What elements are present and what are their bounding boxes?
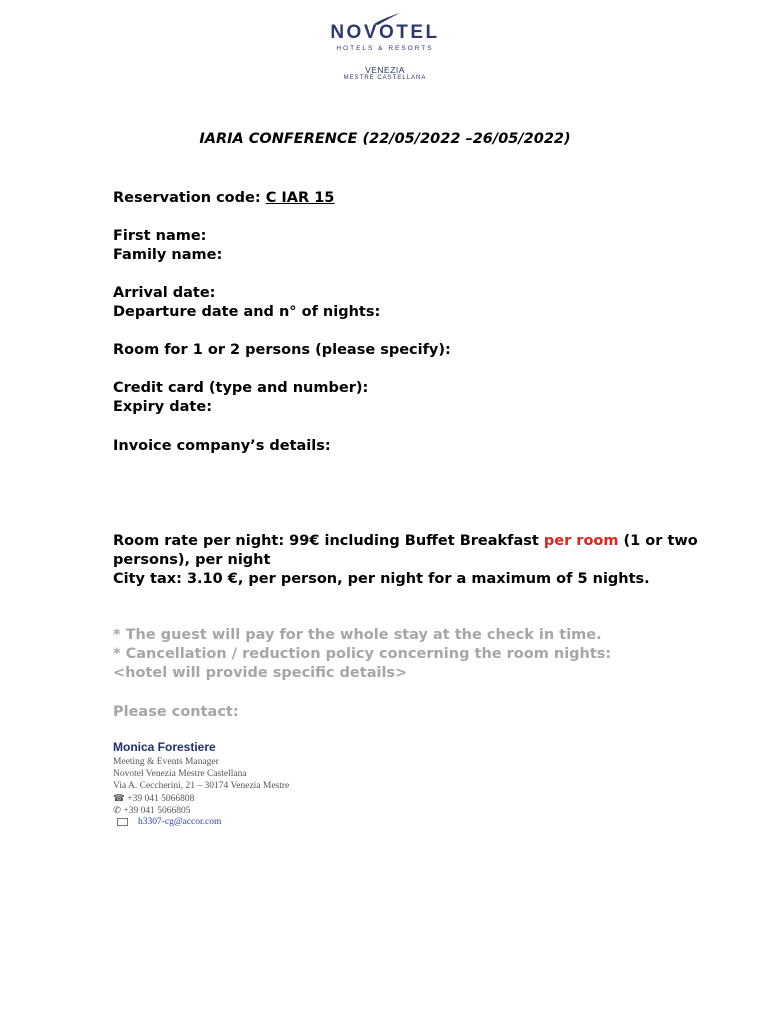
cancellation-note: * Cancellation / reduction policy concerning the room nights: (113, 646, 612, 662)
room-rate-text-end: (1 or two (618, 533, 698, 549)
hotel-logo (0, 8, 770, 81)
contact-name: Monica Forestiere (113, 740, 216, 754)
first-name-label: First name: (113, 228, 207, 244)
phone-icon: ☎ (113, 794, 125, 804)
fax-number: +39 041 5066805 (123, 806, 191, 816)
expiry-date-label: Expiry date: (113, 399, 212, 415)
logo-area: MESTRE CASTELLANA (343, 75, 427, 81)
envelope-icon (117, 818, 128, 826)
arrival-date-label: Arrival date: (113, 285, 216, 301)
per-room-highlight: per room (543, 533, 619, 549)
city-tax-line: City tax: 3.10 €, per person, per night for a maximum of 5 nights. (113, 571, 650, 587)
page-title: IARIA CONFERENCE (22/05/2022 –26/05/2022) (199, 131, 571, 147)
room-rate-text: Room rate per night: 99€ including Buffet Breakfast (113, 533, 544, 549)
room-persons-label: Room for 1 or 2 persons (please specify): (113, 342, 451, 358)
reservation-code-line (113, 190, 334, 206)
please-contact-label: Please contact: (113, 704, 239, 720)
logo-city: VENEZIA (365, 65, 405, 75)
family-name-label: Family name: (113, 247, 223, 263)
logo-brand-text: NOVOTEL (330, 22, 440, 43)
contact-email (113, 817, 221, 827)
fax-icon: ✆ (113, 806, 121, 816)
contact-hotel: Novotel Venezia Mestre Castellana (113, 769, 247, 779)
contact-fax (113, 805, 190, 816)
logo-brand (330, 22, 439, 44)
contact-address: Via A. Ceccherini, 21 – 30174 Venezia Mestre (113, 781, 290, 791)
room-rate-line-2: persons), per night (113, 552, 271, 568)
email-link[interactable]: h3307-cg@accor.com (138, 817, 222, 827)
phone-number: +39 041 5066808 (127, 794, 195, 804)
hotel-details-note: <hotel will provide specific details> (113, 665, 408, 681)
departure-date-label: Departure date and n° of nights: (113, 304, 381, 320)
payment-note: * The guest will pay for the whole stay at the check in time. (113, 627, 602, 643)
invoice-details-label: Invoice company’s details: (113, 438, 331, 454)
contact-phone (113, 793, 194, 804)
credit-card-label: Credit card (type and number): (113, 380, 369, 396)
reservation-code-label: Reservation code: (113, 190, 266, 206)
swoosh-icon (372, 12, 402, 26)
logo-subtitle: HOTELS & RESORTS (336, 45, 434, 52)
reservation-code-value: C IAR 15 (265, 190, 335, 206)
contact-role: Meeting & Events Manager (113, 757, 219, 767)
room-rate-line (113, 533, 698, 549)
